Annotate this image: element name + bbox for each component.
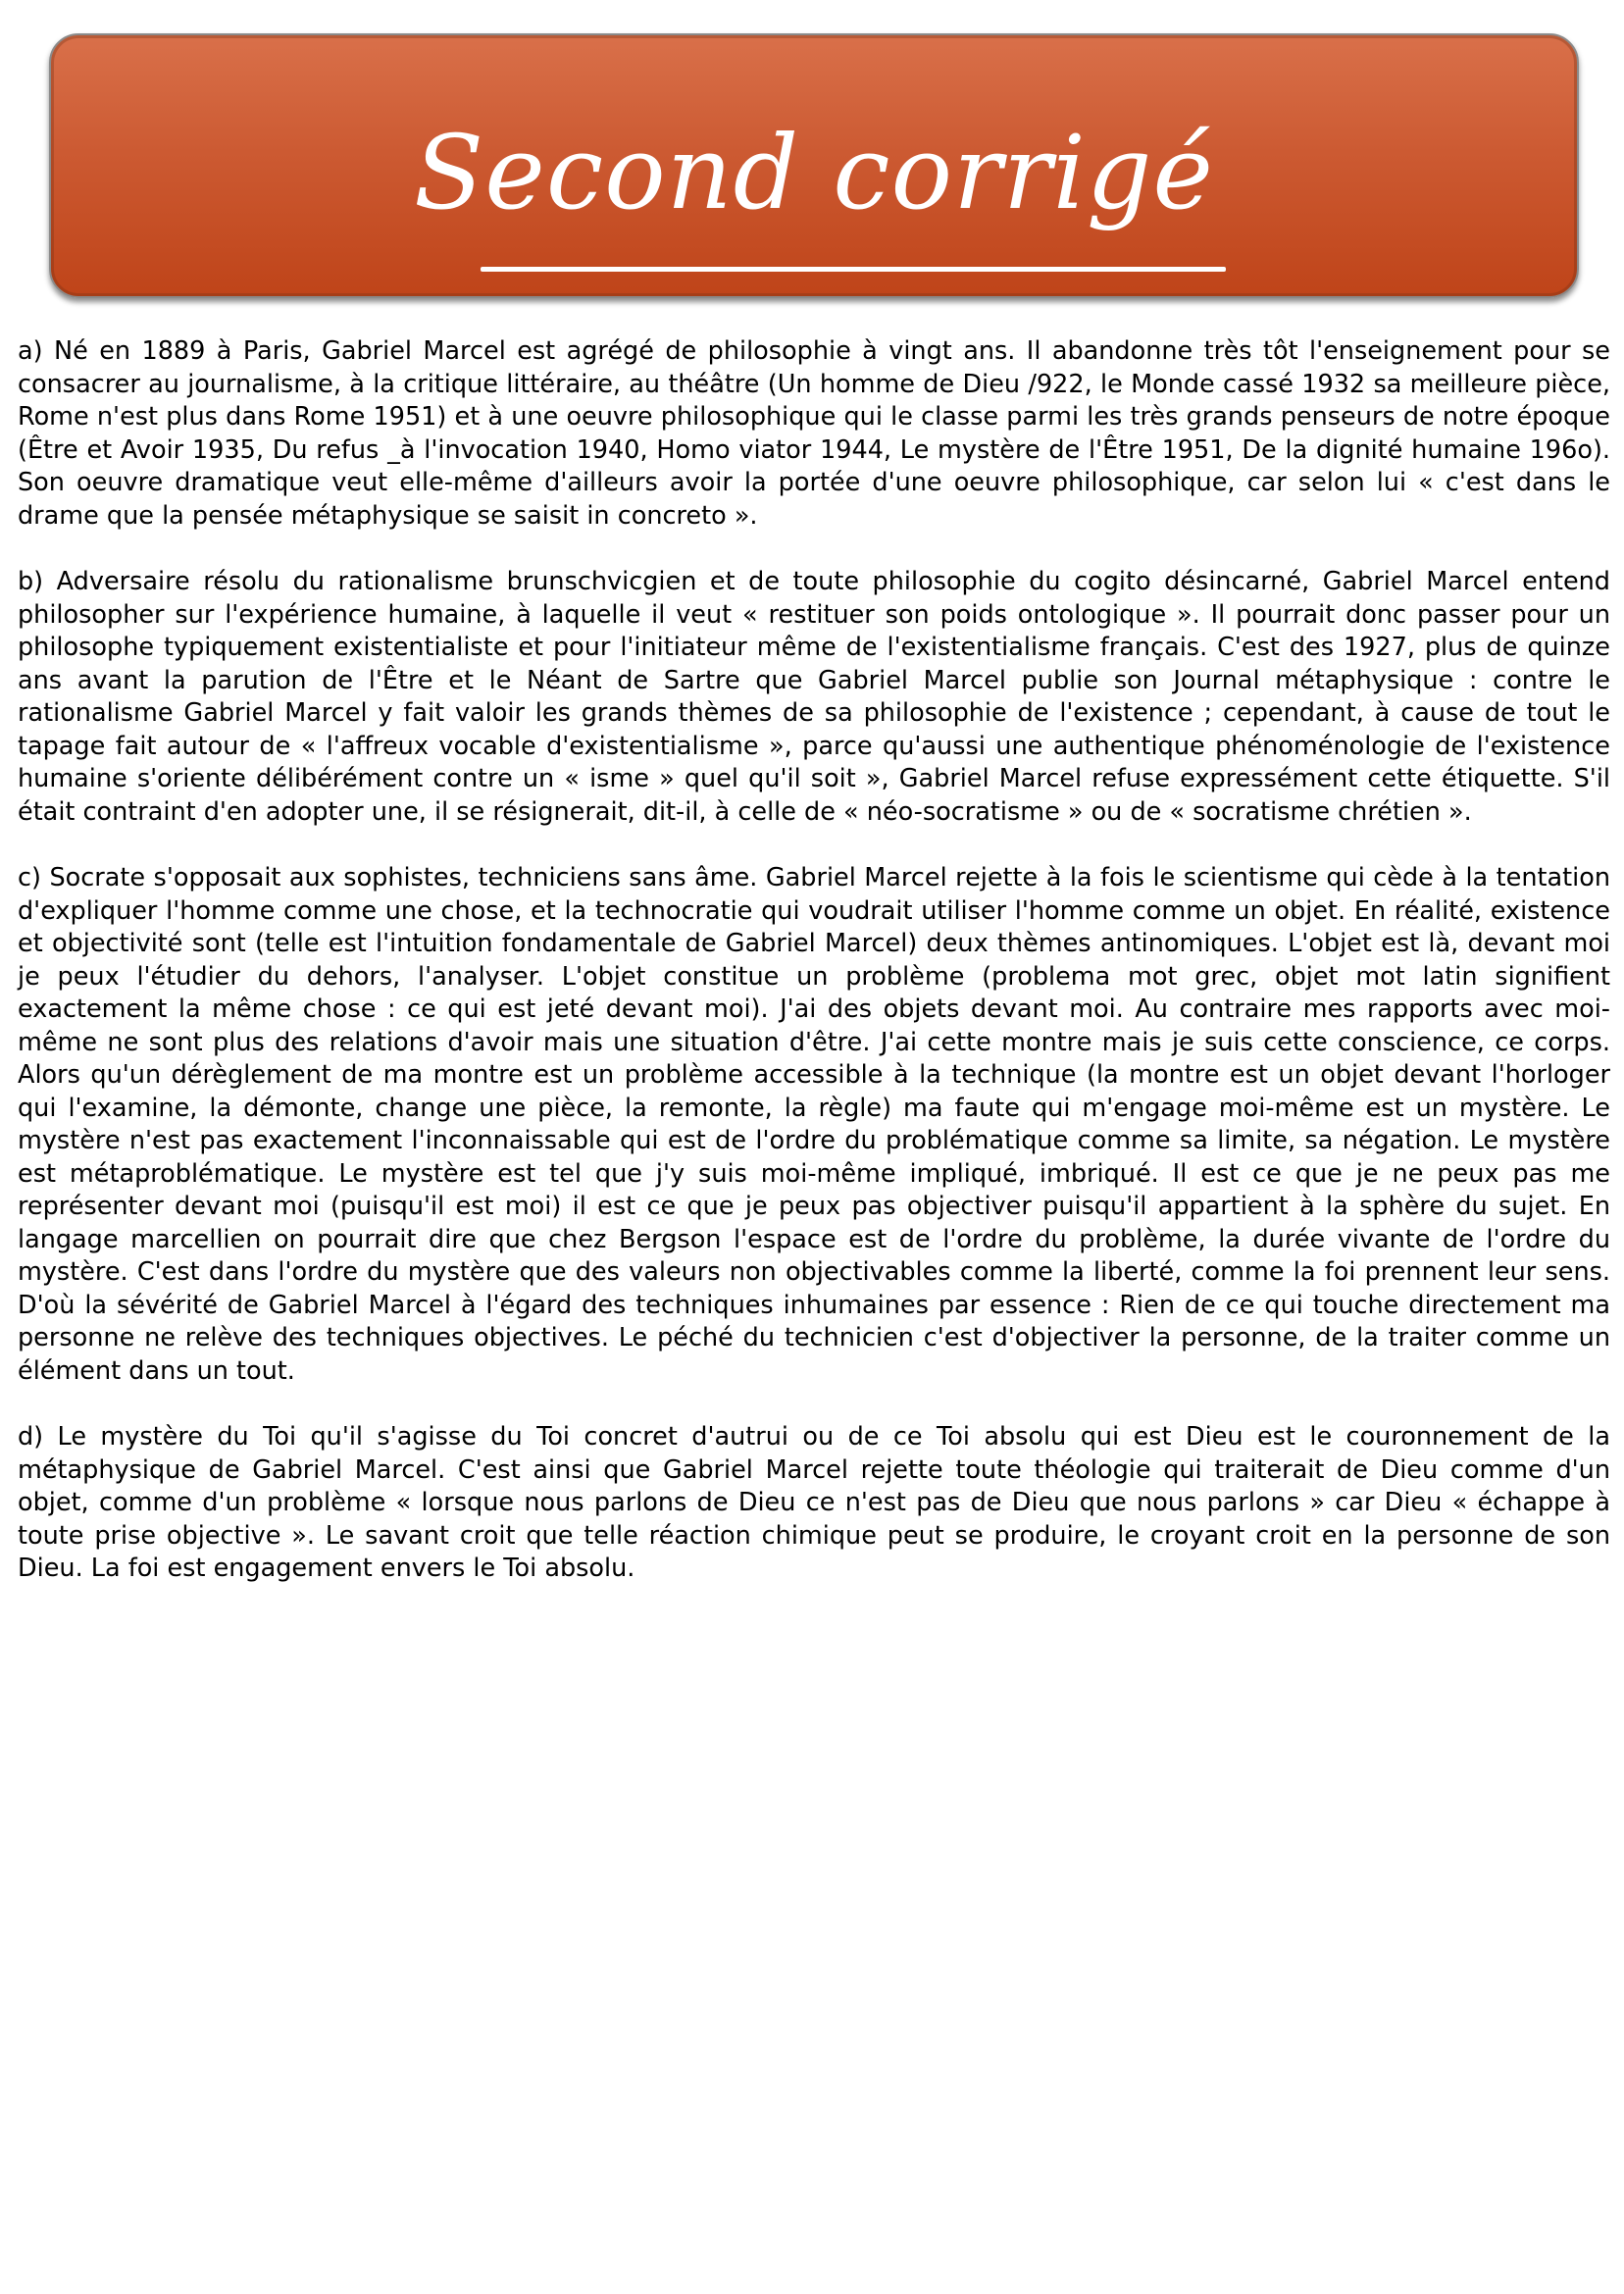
title-banner [49,33,1579,298]
paragraph-a: a) Né en 1889 à Paris, Gabriel Marcel est agrégé de philosophie à vingt ans. Il abandonne très tôt l'enseignement pour se consacrer au journalisme, à la critique littéraire, au théâtre (Un homme de Dieu /922, le Monde cassé 1932 sa meilleure pièce, Rome n'est plus dans Rome 1951) et à une oeuvre philosophique qui le classe parmi les très grands penseurs de notre époque (Être et Avoir 1935, Du refus _à l'invocation 1940, Homo viator 1944, Le mystère de l'Être 1951, De la dignité humaine 196o). Son oeuvre dramatique veut elle-même d'ailleurs avoir la portée d'une oeuvre philosophique, car selon lui « c'est dans le drame que la pensée métaphysique se saisit in concreto ». [18,336,1610,531]
title-underline [481,267,1226,272]
page-title: Second corrigé [414,113,1214,232]
document-body [18,335,1610,1619]
paragraph-c: c) Socrate s'opposait aux sophistes, techniciens sans âme. Gabriel Marcel rejette à la fois le scientisme qui cède à la tentation d'expliquer l'homme comme une chose, et la technocratie qui voudrait utiliser l'homme comme un objet. En réalité, existence et objectivité sont (telle est l'intuition fondamentale de Gabriel Marcel) deux thèmes antinomiques. L'objet est là, devant moi je peux l'étudier du dehors, l'analyser. L'objet constitue un problème (problema mot grec, objet mot latin signifient exactement la même chose : ce qui est jeté devant moi). J'ai des objets devant moi. Au contraire mes rapports avec moi-même ne sont plus des relations d'avoir mais une situation d'être. J'ai cette montre mais je suis cette conscience, ce corps. Alors qu'un dérèglement de ma montre est un problème accessible à la technique (la montre est un objet devant l'horloger qui l'examine, la démonte, change une pièce, la remonte, la règle) ma faute qui m'engage moi-même est un mystère. Le mystère n'est pas exactement l'inconnaissable qui est de l'ordre du problématique comme sa limite, sa négation. Le mystère est métaproblématique. Le mystère est tel que j'y suis moi-même impliqué, imbriqué. Il est ce que je ne peux pas me représenter devant moi (puisqu'il est moi) il est ce que je peux pas objectiver puisqu'il appartient à la sphère du sujet. En langage marcellien on pourrait dire que chez Bergson l'espace est de l'ordre du problème, la durée vivante de l'ordre du mystère. C'est dans l'ordre du mystère que des valeurs non objectivables comme la liberté, comme la foi prennent leur sens. D'où la sévérité de Gabriel Marcel à l'égard des techniques inhumaines par essence : Rien de ce qui touche directement ma personne ne relève des techniques objectives. Le péché du technicien c'est d'objectiver la personne, de la traiter comme un élément dans un tout. [18,863,1610,1386]
paragraph-d: d) Le mystère du Toi qu'il s'agisse du Toi concret d'autrui ou de ce Toi absolu qui est Dieu est le couronnement de la métaphysique de Gabriel Marcel. C'est ainsi que Gabriel Marcel rejette toute théologie qui traiterait de Dieu comme d'un objet, comme d'un problème « lorsque nous parlons de Dieu ce n'est pas de Dieu que nous parlons » car Dieu « échappe à toute prise objective ». Le savant croit que telle réaction chimique peut se produire, le croyant croit en la personne de son Dieu. La foi est engagement envers le Toi absolu. [18,1422,1610,1583]
paragraph-b: b) Adversaire résolu du rationalisme brunschvicgien et de toute philosophie du cogito désincarné, Gabriel Marcel entend philosopher sur l'expérience humaine, à laquelle il veut « restituer son poids ontologique ». Il pourrait donc passer pour un philosophe typiquement existentialiste et pour l'initiateur même de l'existentialisme français. C'est des 1927, plus de quinze ans avant la parution de l'Être et le Néant de Sartre que Gabriel Marcel publie son Journal métaphysique : contre le rationalisme Gabriel Marcel y fait valoir les grands thèmes de sa philosophie de l'existence ; cependant, à cause de tout le tapage fait autour de « l'affreux vocable d'existentialisme », parce qu'aussi une authentique phénoménologie de l'existence humaine s'oriente délibérément contre un « isme » quel qu'il soit », Gabriel Marcel refuse expressément cette étiquette. S'il était contraint d'en adopter une, il se résignerait, dit-il, à celle de « néo-socratisme » ou de « socratisme chrétien ». [18,567,1610,827]
